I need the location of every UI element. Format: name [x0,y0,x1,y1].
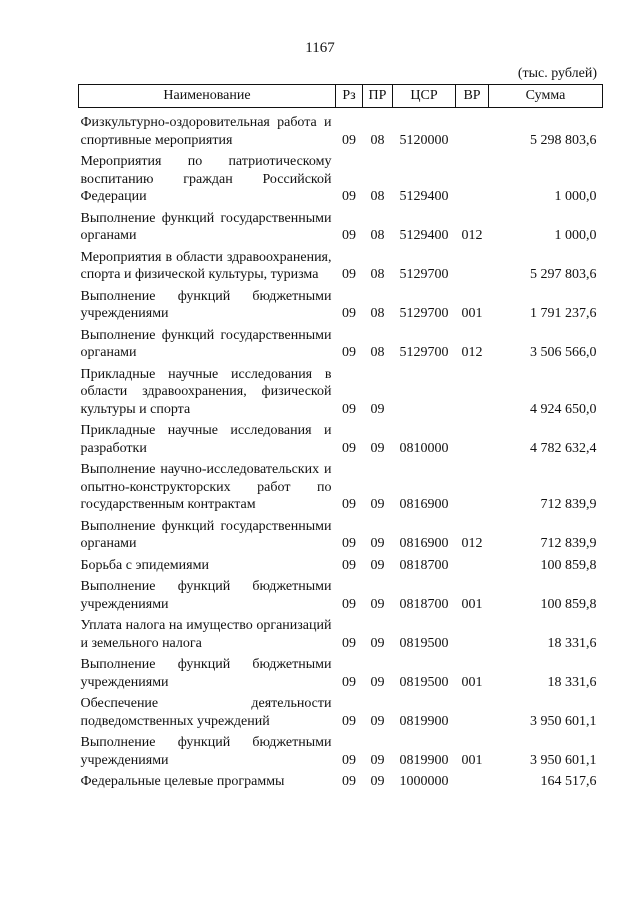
cell-csr: 5129400 [399,189,449,204]
cell-name: Выполнение функций государственными органами [80,210,332,243]
cell-pr: 08 [370,132,385,148]
cell-name: Федеральные целевые программы [80,774,285,789]
cell-csr: 5129400 [399,228,449,243]
cell-vr [456,245,489,284]
cell-vr [456,769,489,791]
cell-sum: 3 950 601,1 [530,713,597,729]
cell-name: Выполнение функций государственными органами [80,518,332,551]
cell-name: Прикладные научные исследования в области здравоохранения, физической культуры и спорта [80,366,332,417]
cell-pr: 08 [370,345,385,360]
cell-pr: 09 [370,536,385,551]
cell-vr: 001 [461,596,483,612]
cell-sum: 100 859,8 [540,596,597,612]
cell-sum: 1 000,0 [554,189,597,204]
cell-vr [456,418,489,457]
cell-pr: 09 [370,674,385,690]
cell-rz: 09 [342,774,356,789]
cell-name: Физкультурно-оздоровительная работа и спортивные мероприятия [80,115,332,148]
cell-csr: 0818700 [399,557,449,573]
cell-rz: 09 [342,674,356,690]
cell-rz: 09 [342,557,356,573]
table-row [79,457,603,514]
cell-vr [456,457,489,514]
header-vr: ВР [456,85,489,108]
table-row [79,362,603,419]
cell-csr: 0819500 [399,635,449,651]
cell-sum: 18 331,6 [547,674,597,690]
table-row [79,574,603,613]
cell-vr: 001 [461,674,483,690]
header-sum: Сумма [489,85,603,108]
cell-csr: 5129700 [399,306,449,321]
cell-name: Уплата налога на имущество организаций и земельного налога [80,618,332,651]
table-row [79,245,603,284]
cell-rz: 09 [342,497,356,512]
cell-pr: 08 [370,306,385,321]
cell-pr: 09 [370,752,385,768]
page-number: 1167 [305,40,335,56]
cell-csr: 0816900 [399,536,449,551]
cell-sum: 18 331,6 [547,635,597,651]
table-row [79,613,603,652]
table-row [79,514,603,553]
cell-name: Борьба с эпидемиями [80,557,209,573]
cell-rz: 09 [342,401,356,417]
cell-pr: 08 [370,228,385,243]
cell-sum: 712 839,9 [540,536,597,551]
table-row [79,323,603,362]
cell-csr: 0819900 [399,713,449,729]
table-row [79,149,603,206]
table-row [79,769,603,791]
cell-rz: 09 [342,596,356,612]
cell-sum: 5 298 803,6 [530,132,597,148]
units-note: (тыс. рублей) [517,66,597,81]
cell-csr: 5129700 [399,267,449,282]
cell-rz: 09 [342,228,356,243]
cell-name: Выполнение функций бюджетными учреждениями [80,735,332,768]
cell-csr: 1000000 [399,774,449,789]
header-name: Наименование [79,85,336,108]
table-row [79,691,603,730]
cell-sum: 4 924 650,0 [530,401,597,417]
cell-vr [456,149,489,206]
cell-rz: 09 [342,713,356,729]
table-header-row [79,85,603,108]
cell-pr: 09 [370,557,385,573]
cell-rz: 09 [342,440,356,456]
header-pr: ПР [363,85,393,108]
cell-rz: 09 [342,345,356,360]
table-row [79,108,603,150]
cell-rz: 09 [342,267,356,282]
cell-vr [456,613,489,652]
cell-sum: 1 791 237,6 [530,306,597,321]
cell-vr [456,362,489,419]
cell-sum: 3 506 566,0 [530,345,597,360]
cell-name: Обеспечение деятельности подведомственных учреждений [80,696,332,729]
cell-vr: 001 [461,306,483,321]
cell-vr: 012 [461,536,483,551]
header-rz: Рз [336,85,363,108]
cell-pr: 08 [370,267,385,282]
cell-sum: 1 000,0 [554,228,597,243]
cell-csr: 0816900 [399,497,449,512]
cell-pr: 09 [370,596,385,612]
table-row [79,553,603,575]
cell-vr: 001 [461,752,483,768]
cell-csr: 5120000 [399,132,449,148]
cell-vr [456,553,489,575]
cell-csr [393,362,456,419]
table-row [79,284,603,323]
cell-pr: 09 [370,713,385,729]
cell-rz: 09 [342,189,356,204]
cell-vr [456,108,489,150]
cell-name: Выполнение функций бюджетными учреждениями [80,579,332,612]
cell-name: Прикладные научные исследования и разработки [80,423,332,456]
cell-vr: 012 [461,228,483,243]
cell-pr: 08 [370,189,385,204]
table-row [79,418,603,457]
cell-name: Выполнение функций бюджетными учреждениями [80,288,332,321]
table-body [79,108,603,791]
cell-sum: 5 297 803,6 [530,267,597,282]
cell-rz: 09 [342,536,356,551]
cell-rz: 09 [342,306,356,321]
cell-rz: 09 [342,132,356,148]
cell-vr: 012 [461,345,483,360]
table-row [79,730,603,769]
cell-sum: 712 839,9 [540,497,597,512]
cell-csr: 0818700 [399,596,449,612]
table-row [79,206,603,245]
cell-csr: 5129700 [399,345,449,360]
cell-sum: 164 517,6 [540,774,597,789]
cell-pr: 09 [370,401,385,417]
cell-name: Мероприятия в области здравоохранения, спорта и физической культуры, туризма [80,249,332,282]
header-csr: ЦСР [393,85,456,108]
cell-vr [456,691,489,730]
cell-csr: 0810000 [399,440,449,456]
table-row [79,652,603,691]
cell-pr: 09 [370,440,385,456]
cell-name: Мероприятия по патриотическому воспитанию граждан Российской Федерации [80,154,332,204]
cell-rz: 09 [342,635,356,651]
cell-sum: 100 859,8 [540,557,597,573]
budget-table [78,84,603,791]
cell-name: Выполнение научно-исследовательских и опытно-конструкторских работ по государственным контрактам [80,462,332,512]
cell-pr: 09 [370,497,385,512]
cell-rz: 09 [342,752,356,768]
cell-pr: 09 [370,635,385,651]
cell-name: Выполнение функций бюджетными учреждениями [80,657,332,690]
cell-name: Выполнение функций государственными органами [80,327,332,360]
cell-sum: 3 950 601,1 [530,752,597,768]
cell-sum: 4 782 632,4 [530,440,597,456]
cell-csr: 0819900 [399,752,449,768]
cell-csr: 0819500 [399,674,449,690]
cell-pr: 09 [370,774,385,789]
